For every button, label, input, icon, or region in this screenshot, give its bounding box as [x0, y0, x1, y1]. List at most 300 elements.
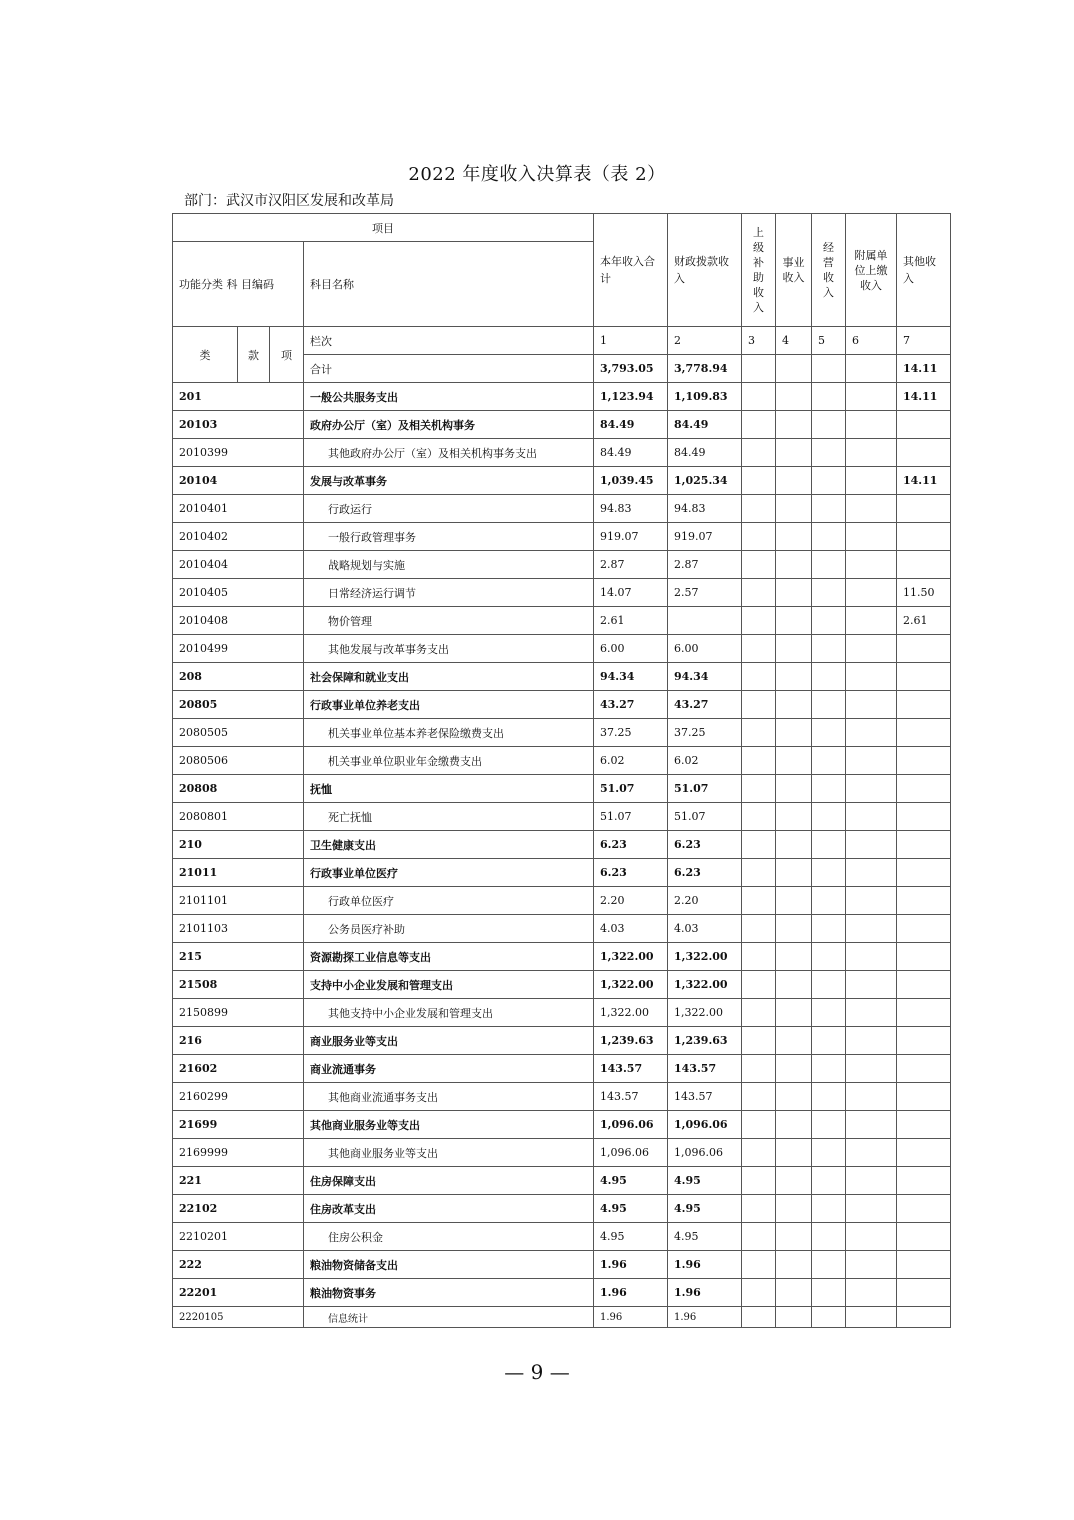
row-col7 [897, 971, 951, 999]
table-row [173, 859, 951, 887]
row-col5 [812, 915, 846, 943]
row-name: 行政事业单位医疗 [304, 859, 594, 887]
table-row [173, 971, 951, 999]
row-col3 [742, 887, 776, 915]
row-col6 [846, 971, 897, 999]
row-col6 [846, 635, 897, 663]
row-col1: 919.07 [594, 523, 668, 551]
row-col3 [742, 971, 776, 999]
row-col1: 1,322.00 [594, 999, 668, 1027]
header-col4: 事业收入 [776, 214, 812, 327]
row-col6 [846, 1139, 897, 1167]
table-row [173, 1139, 951, 1167]
row-col1: 4.03 [594, 915, 668, 943]
row-code: 2150899 [173, 999, 304, 1027]
row-col4 [776, 1055, 812, 1083]
row-col1: 94.83 [594, 495, 668, 523]
row-col1: 1,123.94 [594, 383, 668, 411]
row-col5 [812, 1139, 846, 1167]
table-row [173, 1055, 951, 1083]
table-row [173, 551, 951, 579]
row-col3 [742, 775, 776, 803]
row-code: 22102 [173, 1195, 304, 1223]
row-name: 其他商业服务业等支出 [304, 1111, 594, 1139]
table-row [173, 1083, 951, 1111]
total-col6 [846, 355, 897, 383]
table-row [173, 719, 951, 747]
row-col6 [846, 1083, 897, 1111]
table-row [173, 411, 951, 439]
row-col4 [776, 411, 812, 439]
header-lanci: 栏次 [304, 327, 594, 355]
row-col4 [776, 887, 812, 915]
row-col3 [742, 915, 776, 943]
row-col3 [742, 999, 776, 1027]
row-col5 [812, 747, 846, 775]
header-col5: 经营收入 [812, 214, 846, 327]
row-code: 2080505 [173, 719, 304, 747]
row-name: 物价管理 [304, 607, 594, 635]
row-col5 [812, 775, 846, 803]
row-col7 [897, 1083, 951, 1111]
row-col3 [742, 831, 776, 859]
row-col2: 37.25 [668, 719, 742, 747]
row-col5 [812, 943, 846, 971]
row-col3 [742, 1279, 776, 1307]
row-col2: 1,239.63 [668, 1027, 742, 1055]
row-code: 2010401 [173, 495, 304, 523]
row-col4 [776, 1307, 812, 1328]
row-col3 [742, 1251, 776, 1279]
row-col7 [897, 1139, 951, 1167]
row-name: 粮油物资储备支出 [304, 1251, 594, 1279]
row-col5 [812, 551, 846, 579]
row-col1: 1,322.00 [594, 971, 668, 999]
row-name: 其他政府办公厅（室）及相关机构事务支出 [304, 439, 594, 467]
row-col5 [812, 803, 846, 831]
row-col3 [742, 663, 776, 691]
row-col1: 94.34 [594, 663, 668, 691]
row-col5 [812, 607, 846, 635]
row-col7 [897, 943, 951, 971]
row-col5 [812, 1195, 846, 1223]
row-col6 [846, 551, 897, 579]
row-code: 2010404 [173, 551, 304, 579]
row-col7 [897, 1223, 951, 1251]
row-code: 20103 [173, 411, 304, 439]
row-col1: 14.07 [594, 579, 668, 607]
row-col2: 1,025.34 [668, 467, 742, 495]
row-col2: 2.87 [668, 551, 742, 579]
row-col7: 2.61 [897, 607, 951, 635]
row-col5 [812, 579, 846, 607]
table-row [173, 467, 951, 495]
row-col1: 6.00 [594, 635, 668, 663]
row-col6 [846, 1251, 897, 1279]
row-col4 [776, 915, 812, 943]
row-col5 [812, 887, 846, 915]
row-col6 [846, 943, 897, 971]
row-name: 发展与改革事务 [304, 467, 594, 495]
row-col3 [742, 747, 776, 775]
row-col5 [812, 971, 846, 999]
row-col7 [897, 1279, 951, 1307]
row-col3 [742, 635, 776, 663]
row-col5 [812, 1251, 846, 1279]
row-col5 [812, 831, 846, 859]
col-number: 2 [668, 327, 742, 355]
row-col6 [846, 439, 897, 467]
header-func-code: 功能分类 科 目编码 [173, 242, 304, 327]
row-col6 [846, 663, 897, 691]
row-col3 [742, 1027, 776, 1055]
row-col7 [897, 691, 951, 719]
row-name: 其他商业流通事务支出 [304, 1083, 594, 1111]
row-col7 [897, 887, 951, 915]
row-col1: 1.96 [594, 1307, 668, 1328]
row-code: 20104 [173, 467, 304, 495]
row-code: 221 [173, 1167, 304, 1195]
row-name: 机关事业单位基本养老保险缴费支出 [304, 719, 594, 747]
row-col1: 84.49 [594, 411, 668, 439]
row-col5 [812, 1167, 846, 1195]
row-col6 [846, 1055, 897, 1083]
table-row [173, 691, 951, 719]
row-col2: 6.02 [668, 747, 742, 775]
row-col1: 2.87 [594, 551, 668, 579]
table-row [173, 887, 951, 915]
row-code: 21602 [173, 1055, 304, 1083]
row-name: 其他商业服务业等支出 [304, 1139, 594, 1167]
row-col3 [742, 859, 776, 887]
row-col4 [776, 1223, 812, 1251]
row-col4 [776, 467, 812, 495]
row-col3 [742, 1223, 776, 1251]
row-col2: 84.49 [668, 411, 742, 439]
row-col7 [897, 915, 951, 943]
row-col6 [846, 915, 897, 943]
row-col7 [897, 439, 951, 467]
row-col4 [776, 579, 812, 607]
row-name: 资源勘探工业信息等支出 [304, 943, 594, 971]
col-number: 6 [846, 327, 897, 355]
row-col1: 1,322.00 [594, 943, 668, 971]
row-code: 2080801 [173, 803, 304, 831]
row-col1: 1.96 [594, 1279, 668, 1307]
table-row [173, 579, 951, 607]
row-col5 [812, 859, 846, 887]
row-col6 [846, 411, 897, 439]
table-row [173, 439, 951, 467]
row-col3 [742, 523, 776, 551]
header-col3: 上级补助收入 [742, 214, 776, 327]
table-row [173, 1111, 951, 1139]
row-col5 [812, 999, 846, 1027]
row-code: 22201 [173, 1279, 304, 1307]
row-col7 [897, 1055, 951, 1083]
table-row [173, 1167, 951, 1195]
row-col7: 14.11 [897, 467, 951, 495]
row-name: 抚恤 [304, 775, 594, 803]
row-col4 [776, 1251, 812, 1279]
row-col1: 51.07 [594, 775, 668, 803]
row-col4 [776, 635, 812, 663]
row-col2: 6.00 [668, 635, 742, 663]
row-code: 2220105 [173, 1307, 304, 1328]
row-col7 [897, 523, 951, 551]
table-row [173, 663, 951, 691]
row-col6 [846, 579, 897, 607]
row-col1: 84.49 [594, 439, 668, 467]
row-col2: 6.23 [668, 831, 742, 859]
row-code: 2010408 [173, 607, 304, 635]
table-row [173, 635, 951, 663]
row-col5 [812, 439, 846, 467]
row-col7 [897, 747, 951, 775]
total-col2: 3,778.94 [668, 355, 742, 383]
row-col1: 1,239.63 [594, 1027, 668, 1055]
row-code: 21508 [173, 971, 304, 999]
row-code: 2010399 [173, 439, 304, 467]
row-col6 [846, 803, 897, 831]
row-col3 [742, 943, 776, 971]
row-col6 [846, 1307, 897, 1328]
table-row [173, 523, 951, 551]
row-col2: 2.57 [668, 579, 742, 607]
row-col1: 4.95 [594, 1167, 668, 1195]
row-name: 日常经济运行调节 [304, 579, 594, 607]
row-col3 [742, 607, 776, 635]
row-col4 [776, 383, 812, 411]
row-col5 [812, 1055, 846, 1083]
row-col6 [846, 747, 897, 775]
row-col6 [846, 859, 897, 887]
row-col3 [742, 1167, 776, 1195]
row-col2: 51.07 [668, 803, 742, 831]
row-col6 [846, 607, 897, 635]
row-col6 [846, 691, 897, 719]
row-col7 [897, 803, 951, 831]
row-col7 [897, 1167, 951, 1195]
row-col1: 37.25 [594, 719, 668, 747]
row-name: 行政事业单位养老支出 [304, 691, 594, 719]
table-row [173, 775, 951, 803]
row-col4 [776, 1139, 812, 1167]
row-col6 [846, 495, 897, 523]
row-col4 [776, 523, 812, 551]
row-name: 住房保障支出 [304, 1167, 594, 1195]
row-col5 [812, 1083, 846, 1111]
table-row [173, 1223, 951, 1251]
row-col4 [776, 1167, 812, 1195]
row-col7 [897, 999, 951, 1027]
row-code: 20805 [173, 691, 304, 719]
header-col7: 其他收入 [897, 214, 951, 327]
row-col3 [742, 411, 776, 439]
table-row [173, 1195, 951, 1223]
row-code: 2010402 [173, 523, 304, 551]
row-col4 [776, 775, 812, 803]
row-col2: 1.96 [668, 1251, 742, 1279]
row-col1: 1.96 [594, 1251, 668, 1279]
table-row [173, 943, 951, 971]
row-col5 [812, 691, 846, 719]
row-col4 [776, 607, 812, 635]
table-row [173, 831, 951, 859]
row-col3 [742, 439, 776, 467]
row-code: 2160299 [173, 1083, 304, 1111]
row-col2: 84.49 [668, 439, 742, 467]
col-number: 7 [897, 327, 951, 355]
row-col4 [776, 747, 812, 775]
col-number: 3 [742, 327, 776, 355]
row-col3 [742, 495, 776, 523]
row-col2: 1,322.00 [668, 971, 742, 999]
row-code: 21699 [173, 1111, 304, 1139]
row-code: 2010499 [173, 635, 304, 663]
department-label: 部门：武汉市汉阳区发展和改革局 [184, 193, 394, 209]
row-code: 208 [173, 663, 304, 691]
row-col5 [812, 1223, 846, 1251]
row-col6 [846, 1279, 897, 1307]
row-col6 [846, 999, 897, 1027]
row-col7: 11.50 [897, 579, 951, 607]
row-col7 [897, 635, 951, 663]
row-col5 [812, 383, 846, 411]
row-col3 [742, 1083, 776, 1111]
table-row [173, 999, 951, 1027]
row-col2: 94.83 [668, 495, 742, 523]
row-name: 一般公共服务支出 [304, 383, 594, 411]
row-col3 [742, 1307, 776, 1328]
row-col4 [776, 495, 812, 523]
row-col5 [812, 411, 846, 439]
row-col3 [742, 1195, 776, 1223]
row-col2: 4.03 [668, 915, 742, 943]
table-row [173, 607, 951, 635]
row-col4 [776, 719, 812, 747]
header-col1: 本年收入合计 [594, 214, 668, 327]
row-col5 [812, 467, 846, 495]
row-name: 行政运行 [304, 495, 594, 523]
row-code: 216 [173, 1027, 304, 1055]
row-code: 215 [173, 943, 304, 971]
header-col6: 附属单位上缴收入 [846, 214, 897, 327]
row-col2: 1,109.83 [668, 383, 742, 411]
row-col6 [846, 467, 897, 495]
col-number: 5 [812, 327, 846, 355]
row-col2: 143.57 [668, 1083, 742, 1111]
table-row [173, 495, 951, 523]
header-lei: 类 [173, 327, 238, 383]
row-name: 社会保障和就业支出 [304, 663, 594, 691]
row-name: 粮油物资事务 [304, 1279, 594, 1307]
total-col1: 3,793.05 [594, 355, 668, 383]
row-col7 [897, 1195, 951, 1223]
row-col7: 14.11 [897, 383, 951, 411]
row-col1: 1,039.45 [594, 467, 668, 495]
table-row [173, 1307, 951, 1328]
row-col4 [776, 551, 812, 579]
total-col3 [742, 355, 776, 383]
table-row [173, 383, 951, 411]
header-kuan: 款 [238, 327, 270, 383]
row-col6 [846, 887, 897, 915]
row-col2: 1,096.06 [668, 1139, 742, 1167]
row-col4 [776, 1195, 812, 1223]
row-col3 [742, 1055, 776, 1083]
row-code: 2080506 [173, 747, 304, 775]
row-col7 [897, 1027, 951, 1055]
total-label: 合计 [304, 355, 594, 383]
page-number: — 9 — [504, 1360, 570, 1384]
row-col4 [776, 943, 812, 971]
header-xiang: 项 [270, 327, 304, 383]
row-col1: 51.07 [594, 803, 668, 831]
row-name: 支持中小企业发展和管理支出 [304, 971, 594, 999]
row-col6 [846, 1027, 897, 1055]
row-col2: 1,322.00 [668, 943, 742, 971]
row-code: 21011 [173, 859, 304, 887]
row-code: 2169999 [173, 1139, 304, 1167]
row-code: 201 [173, 383, 304, 411]
row-col6 [846, 1195, 897, 1223]
row-col7 [897, 663, 951, 691]
row-code: 2101101 [173, 887, 304, 915]
row-col6 [846, 523, 897, 551]
row-col3 [742, 467, 776, 495]
row-col5 [812, 1307, 846, 1328]
row-name: 其他支持中小企业发展和管理支出 [304, 999, 594, 1027]
row-col1: 2.20 [594, 887, 668, 915]
row-name: 战略规划与实施 [304, 551, 594, 579]
table-row [173, 747, 951, 775]
row-name: 商业服务业等支出 [304, 1027, 594, 1055]
row-col7 [897, 495, 951, 523]
row-col7 [897, 831, 951, 859]
row-col7 [897, 719, 951, 747]
row-col7 [897, 551, 951, 579]
row-code: 20808 [173, 775, 304, 803]
col-number: 1 [594, 327, 668, 355]
row-col7 [897, 411, 951, 439]
row-col5 [812, 663, 846, 691]
row-col2: 94.34 [668, 663, 742, 691]
row-col1: 143.57 [594, 1055, 668, 1083]
row-col1: 2.61 [594, 607, 668, 635]
row-col3 [742, 579, 776, 607]
table-row [173, 1027, 951, 1055]
row-col4 [776, 663, 812, 691]
row-col4 [776, 691, 812, 719]
header-subject-name: 科目名称 [304, 242, 594, 327]
row-col5 [812, 1111, 846, 1139]
row-col1: 4.95 [594, 1223, 668, 1251]
row-col7 [897, 775, 951, 803]
row-col1: 6.23 [594, 859, 668, 887]
header-xiangmu: 项目 [173, 214, 594, 242]
row-name: 住房改革支出 [304, 1195, 594, 1223]
row-col5 [812, 1027, 846, 1055]
row-col2: 51.07 [668, 775, 742, 803]
row-col4 [776, 1027, 812, 1055]
row-name: 政府办公厅（室）及相关机构事务 [304, 411, 594, 439]
row-col3 [742, 719, 776, 747]
page-title: 2022 年度收入决算表（表 2） [408, 164, 666, 185]
row-col1: 4.95 [594, 1195, 668, 1223]
row-col5 [812, 719, 846, 747]
table-row [173, 803, 951, 831]
